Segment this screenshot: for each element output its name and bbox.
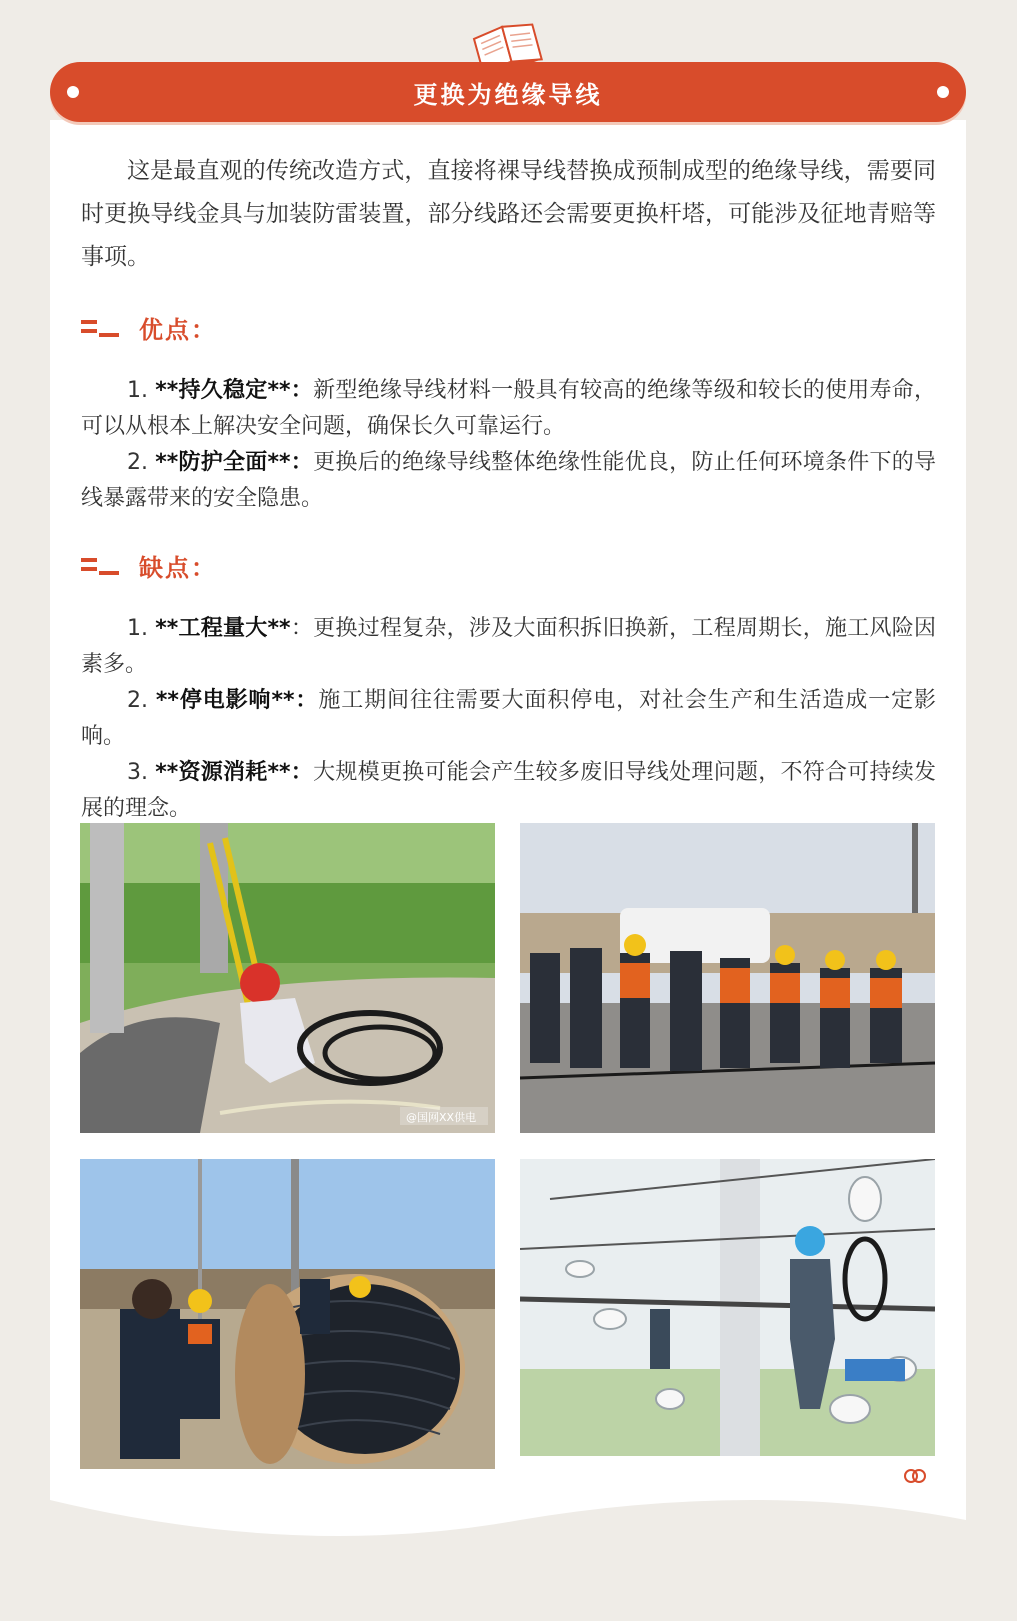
photo-watermark: @国网XX供电 <box>406 1111 477 1124</box>
photo-worker-cutting-cable <box>80 823 495 1133</box>
photo-grid <box>80 823 935 1473</box>
pros-title: 优点： <box>139 315 217 344</box>
section-marker-icon <box>81 553 121 577</box>
section-banner <box>50 62 966 122</box>
photo-cable-drum <box>80 1159 495 1469</box>
cons-list <box>81 611 936 827</box>
banner-dot-left <box>67 86 79 98</box>
pros-heading <box>81 307 936 347</box>
cons-heading <box>81 545 936 585</box>
intro-paragraph: 这是最直观的传统改造方式，直接将裸导线替换成预制成型的绝缘导线，需要同时更换导线金具与加装防雷装置，部分线路还会需要更换杆塔，可能涉及征地青赔等事项。 <box>81 158 936 270</box>
photo-team-pulling-cable <box>520 823 935 1133</box>
pros-list <box>81 373 936 517</box>
section-marker-icon <box>81 315 121 339</box>
list-item: 2. **防护全面**：更换后的绝缘导线整体绝缘性能优良，防止任何环境条件下的导线暴露带来的安全隐患。 <box>81 450 936 511</box>
list-item: 1. **工程量大**：更换过程复杂，涉及大面积拆旧换新，工程周期长，施工风险因素多。 <box>81 616 936 677</box>
article-body <box>81 150 936 827</box>
banner-dot-right <box>937 86 949 98</box>
list-item: 1. **持久稳定**：新型绝缘导线材料一般具有较高的绝缘等级和较长的使用寿命，可以从根本上解决安全问题，确保长久可靠运行。 <box>81 378 936 439</box>
list-item: 3. **资源消耗**：大规模更换可能会产生较多废旧导线处理问题，不符合可持续发展的理念。 <box>81 760 936 821</box>
list-item: 2. **停电影响**：施工期间往往需要大面积停电，对社会生产和生活造成一定影响。 <box>81 688 936 749</box>
cons-title: 缺点： <box>139 553 217 582</box>
banner-title: 更换为绝缘导线 <box>413 80 603 109</box>
photo-lineman-on-pole <box>520 1159 935 1456</box>
bottom-wave-decoration <box>0 1480 1017 1621</box>
